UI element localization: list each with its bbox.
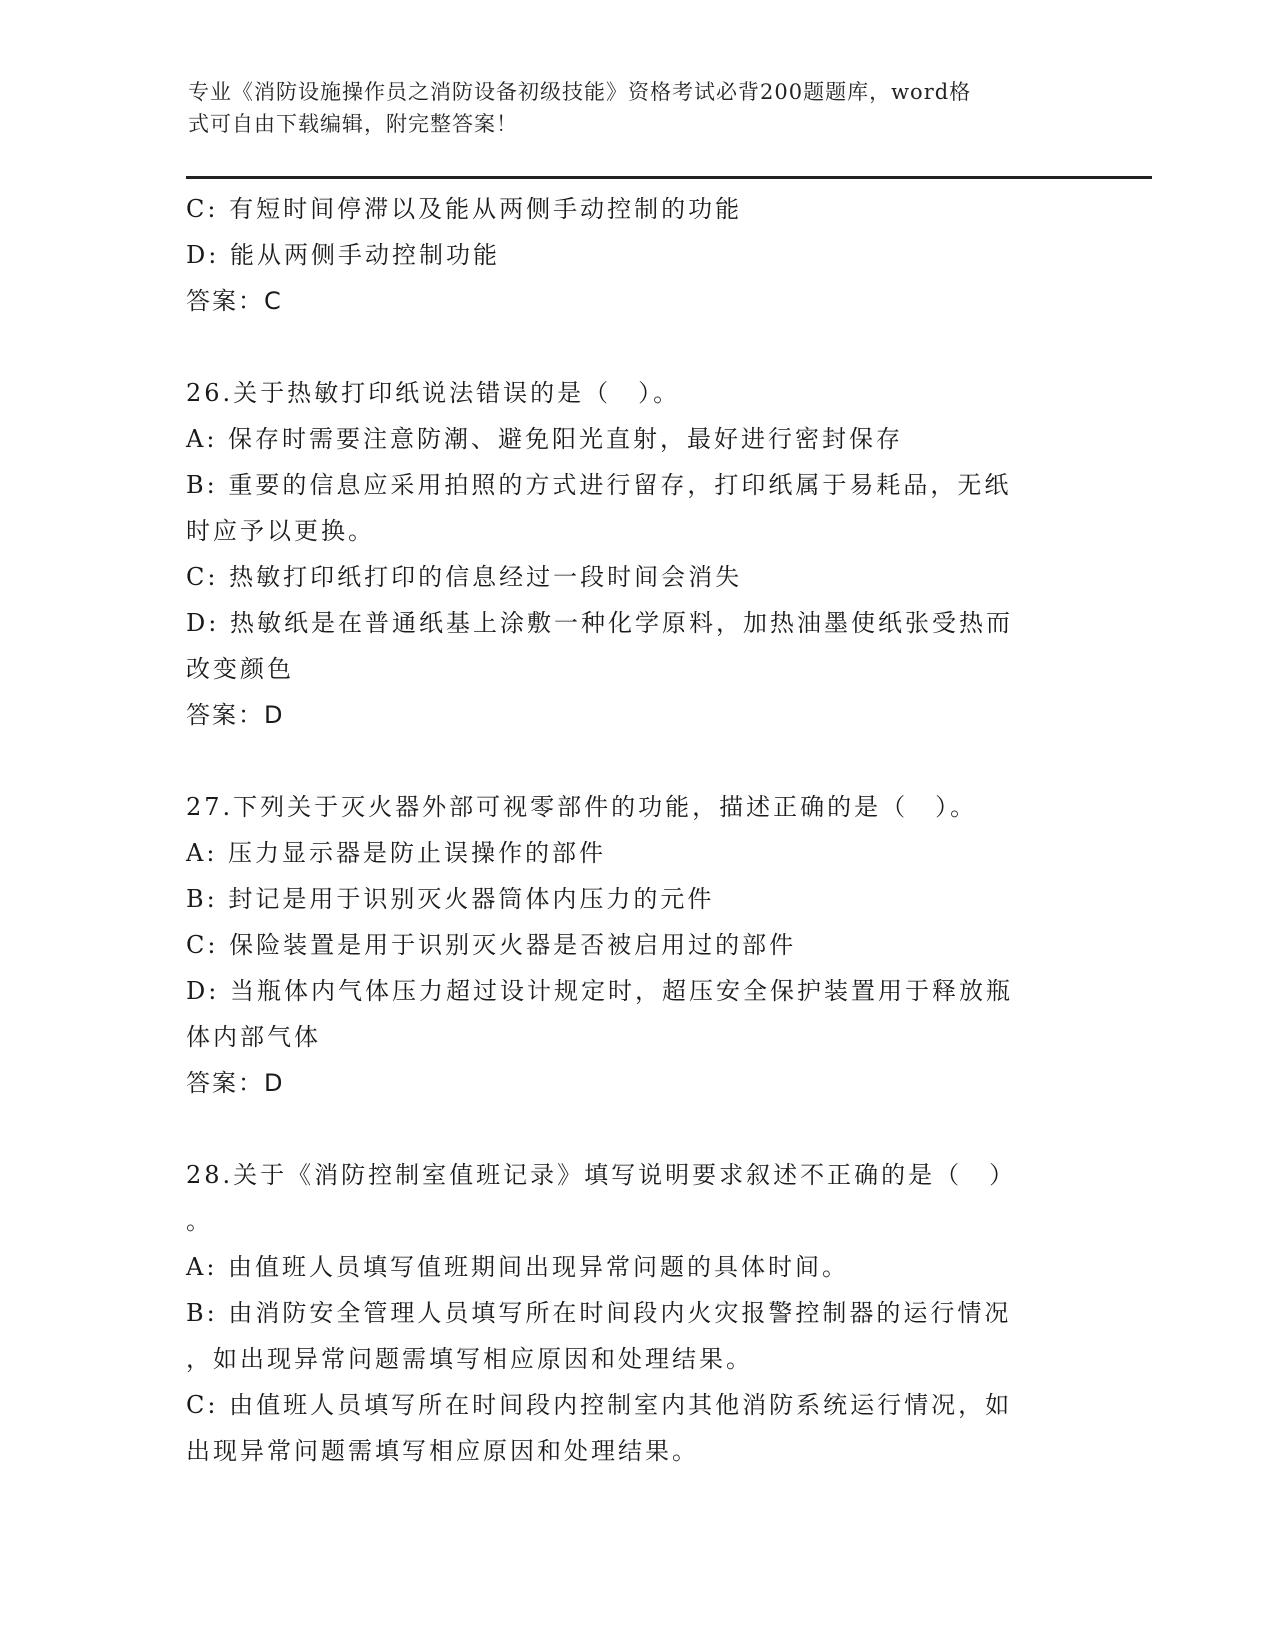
- option-d: D: 能从两侧手动控制功能: [186, 241, 500, 269]
- question-27: [186, 784, 1066, 1106]
- option-b-line-1: B: 重要的信息应采用拍照的方式进行留存，打印纸属于易耗品，无纸: [186, 471, 1012, 499]
- option-c: C: 有短时间停滞以及能从两侧手动控制的功能: [186, 195, 743, 223]
- option-d-line-1: D: 热敏纸是在普通纸基上涂敷一种化学原料，加热油墨使纸张受热而: [186, 609, 1013, 637]
- option-a: A: 压力显示器是防止误操作的部件: [186, 839, 607, 867]
- option-b-line-1: B: 由消防安全管理人员填写所在时间段内火灾报警控制器的运行情况: [186, 1299, 1012, 1327]
- option-b: B: 封记是用于识别灭火器筒体内压力的元件: [186, 885, 715, 913]
- option-c: C: 保险装置是用于识别灭火器是否被启用过的部件: [186, 931, 797, 959]
- answer-line: 答案：C: [186, 287, 283, 315]
- option-c-line-1: C: 由值班人员填写所在时间段内控制室内其他消防系统运行情况，如: [186, 1391, 1013, 1419]
- header-line-2: 式可自由下载编辑，附完整答案！: [188, 112, 518, 136]
- header-divider: [186, 176, 1152, 179]
- option-d-line-1: D: 当瓶体内气体压力超过设计规定时，超压安全保护装置用于释放瓶: [186, 977, 1013, 1005]
- option-c-line-2: 出现异常问题需填写相应原因和处理结果。: [186, 1437, 699, 1465]
- spacer: [186, 738, 1066, 784]
- option-b-line-2: 时应予以更换。: [186, 517, 375, 545]
- option-d-line-2: 改变颜色: [186, 655, 294, 683]
- question-carryover: [186, 186, 1066, 324]
- option-c: C: 热敏打印纸打印的信息经过一段时间会消失: [186, 563, 743, 591]
- document-body: [186, 186, 1066, 1474]
- answer-line: 答案：D: [186, 1069, 285, 1097]
- option-b-line-2: ，如出现异常问题需填写相应原因和处理结果。: [186, 1345, 753, 1373]
- header-line-1: 专业《消防设施操作员之消防设备初级技能》资格考试必背200题题库，word格: [188, 80, 972, 104]
- page-header: [188, 76, 1068, 140]
- spacer: [186, 324, 1066, 370]
- question-stem-line-2: 。: [186, 1207, 213, 1235]
- question-stem: 26.关于热敏打印纸说法错误的是（ ）。: [186, 379, 681, 407]
- answer-line: 答案：D: [186, 701, 285, 729]
- option-d-line-2: 体内部气体: [186, 1023, 321, 1051]
- question-stem: 27.下列关于灭火器外部可视零部件的功能，描述正确的是（ ）。: [186, 793, 978, 821]
- option-a: A: 由值班人员填写值班期间出现异常问题的具体时间。: [186, 1253, 850, 1281]
- spacer: [186, 1106, 1066, 1152]
- question-28: [186, 1152, 1066, 1474]
- question-26: [186, 370, 1066, 738]
- question-stem-line-1: 28.关于《消防控制室值班记录》填写说明要求叙述不正确的是（ ）: [186, 1161, 1017, 1189]
- option-a: A: 保存时需要注意防潮、避免阳光直射，最好进行密封保存: [186, 425, 904, 453]
